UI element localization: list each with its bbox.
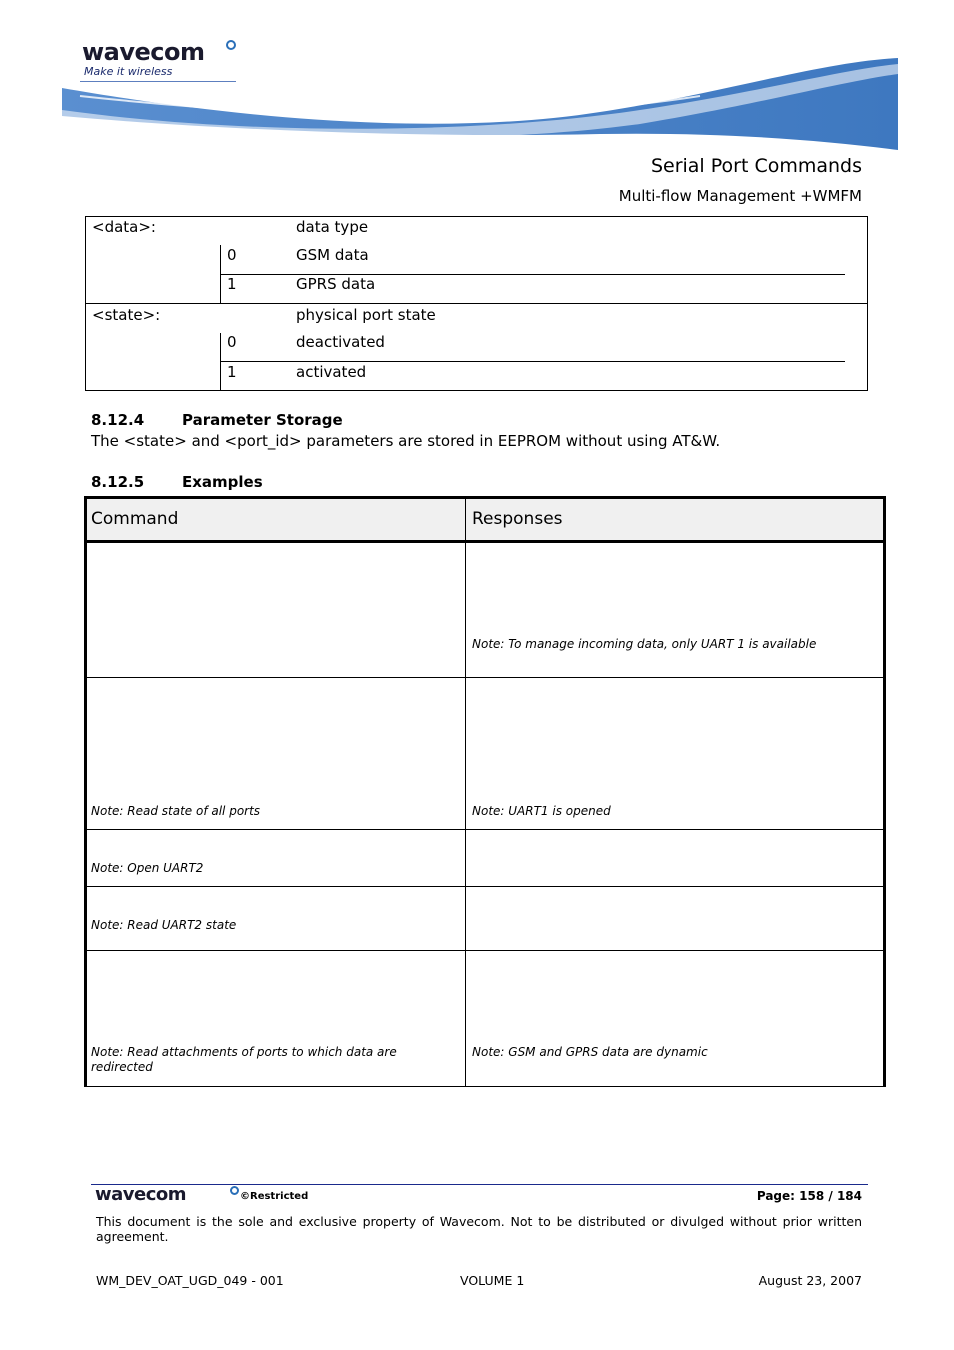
column-header-responses: Responses <box>472 509 563 529</box>
value-code: 1 <box>227 275 237 293</box>
table-header-divider <box>84 540 886 543</box>
value-separator <box>220 361 845 362</box>
command-note: Note: Read UART2 state <box>91 918 237 932</box>
logo-tagline: Make it wireless <box>84 65 173 78</box>
table-border-bottom <box>84 1086 886 1087</box>
row-divider <box>84 829 886 830</box>
section-number: 8.12.5 <box>91 473 145 491</box>
volume-label: VOLUME 1 <box>460 1273 525 1288</box>
value-divider <box>220 333 221 391</box>
value-code: 0 <box>227 333 237 351</box>
restricted-mark: ©Restricted <box>240 1191 309 1202</box>
header-banner-graphic <box>0 0 954 160</box>
value-desc: GPRS data <box>296 275 376 293</box>
table-border-top <box>84 496 886 499</box>
section-number: 8.12.4 <box>91 411 145 429</box>
value-desc: deactivated <box>296 333 385 351</box>
column-divider <box>465 496 466 1087</box>
wavecom-logo: wavecom <box>82 38 205 66</box>
table-border-right <box>883 496 886 1087</box>
section-heading-examples <box>91 473 263 491</box>
table-border-left <box>84 496 87 1087</box>
value-desc: activated <box>296 363 367 381</box>
command-note: Note: Read state of all ports <box>91 804 261 818</box>
page-subtitle: Multi-flow Management +WMFM <box>618 187 862 205</box>
examples-table <box>84 496 886 1087</box>
page-title: Serial Port Commands <box>650 155 862 177</box>
command-note: Note: Read attachments of ports to which data are redirected <box>91 1045 397 1074</box>
param-desc: data type <box>296 218 369 236</box>
page-total: 184 <box>836 1189 862 1203</box>
page-separator: / <box>824 1189 837 1203</box>
document-reference: WM_DEV_OAT_UGD_049 - 001 <box>96 1273 284 1288</box>
response-note: Note: GSM and GPRS data are dynamic <box>472 1045 708 1059</box>
column-header-command: Command <box>91 509 179 529</box>
value-desc: GSM data <box>296 246 369 264</box>
section-title: Parameter Storage <box>182 411 343 429</box>
response-note: Note: UART1 is opened <box>472 804 611 818</box>
param-desc: physical port state <box>296 306 436 324</box>
confidentiality-notice: This document is the sole and exclusive property of Wavecom. Not to be distributed or divulged without prior written agreement. <box>96 1214 862 1244</box>
footer-logo-swirl-icon <box>230 1186 239 1195</box>
page-current: 158 <box>799 1189 825 1203</box>
param-row-state <box>85 303 868 391</box>
row-divider <box>84 677 886 678</box>
response-note: Note: To manage incoming data, only UART 1 is available <box>472 637 817 651</box>
document-date: August 23, 2007 <box>758 1273 862 1288</box>
value-code: 0 <box>227 246 237 264</box>
footer-wavecom-logo: wavecom <box>95 1184 187 1205</box>
storage-paragraph: The <state> and <port_id> parameters are stored in EEPROM without using AT&W. <box>91 432 721 450</box>
footer-rule <box>91 1184 868 1185</box>
command-note: Note: Open UART2 <box>91 861 204 875</box>
param-name: <state>: <box>92 306 161 324</box>
section-title: Examples <box>182 473 263 491</box>
section-heading-storage <box>91 411 343 429</box>
row-divider <box>84 950 886 951</box>
param-name: <data>: <box>92 218 156 236</box>
row-divider <box>84 886 886 887</box>
page-number <box>757 1189 862 1203</box>
value-code: 1 <box>227 363 237 381</box>
page-label: Page: <box>756 1189 800 1203</box>
param-row-data <box>85 216 868 304</box>
